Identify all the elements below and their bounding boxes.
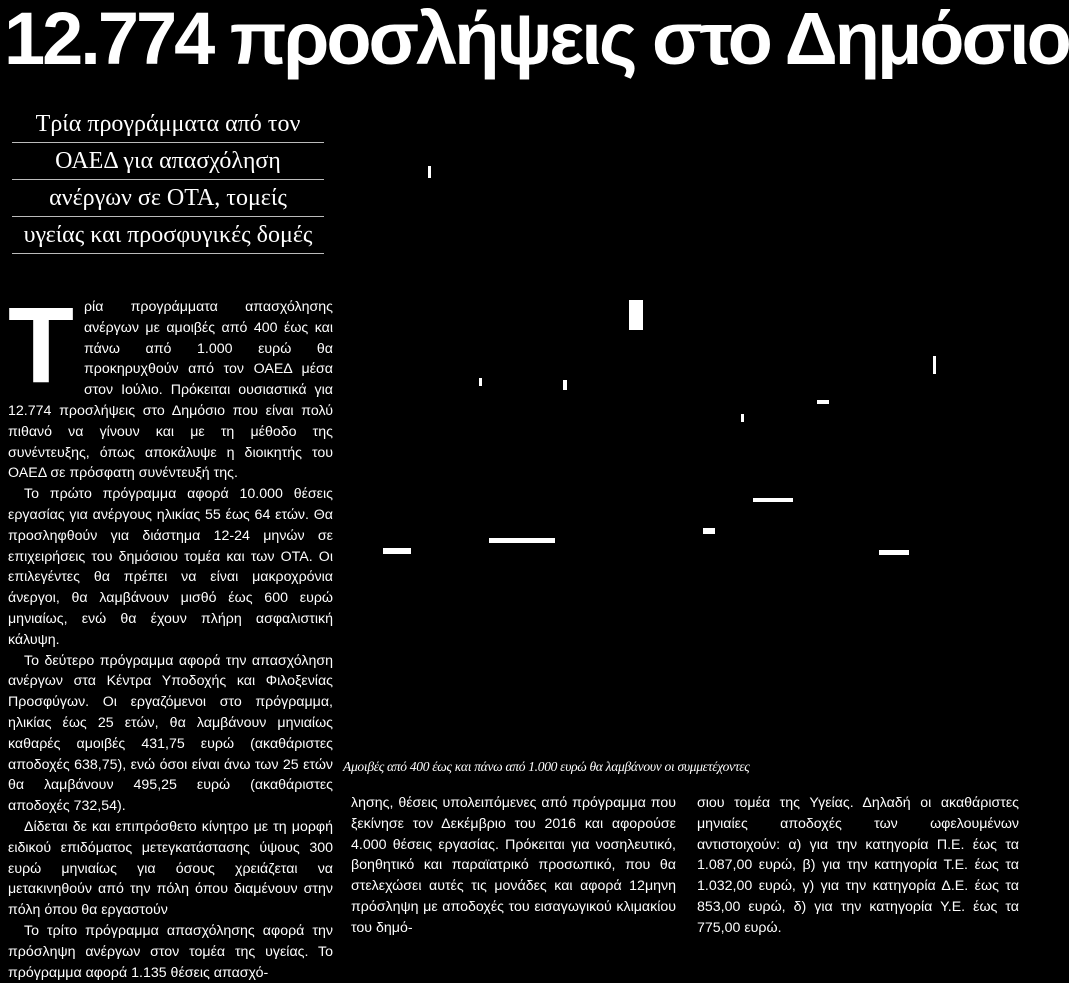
photo-highlight (879, 550, 909, 555)
photo-highlight (753, 498, 793, 502)
article-paragraph-text: ρία προγράμματα απασχόλησης ανέργων με αμοιβές από 400 έως και πάνω από 1.000 ευρώ θα προκηρυχθούν από τον ΟΑΕΔ μέσα στον Ιούλιο. Πρόκειται ουσιαστικά για 12.774 προσλήψεις στο Δημόσιο που είναι πολύ πιθανό να γίνουν και με τη μέθοδο της συνέντευξης, όπως αποκάλυψε η διοικητής του ΟΑΕΔ σε πρόσφατη συνέντευξή της. (8, 299, 333, 482)
article-body-column-2 (351, 793, 676, 939)
photo-caption: Αμοιβές από 400 έως και πάνω από 1.000 ευρώ θα λαμβάνουν οι συμμετέχοντες (343, 759, 750, 774)
article-paragraph: λησης, θέσεις υπολειπόμενες από πρόγραμμα που ξεκίνησε τον Δεκέμβριο του 2016 και αφορούσε 4.000 θέσεις εργασίας. Πρόκειται για νοσηλευτικό, βοηθητικό και παραϊατρικό προσωπικό, που θα στελεχώσει αυτές τις μονάδες και αφορά 12μηνη πρόσληψη με αποδοχές του εισαγωγικού κλιμακίου του δημό- (351, 795, 676, 936)
photo-highlight (479, 378, 482, 386)
subheadline (6, 106, 330, 254)
article-body-column-3 (697, 793, 1019, 939)
article-paragraph (8, 284, 333, 484)
photo-highlight (383, 548, 411, 554)
photo-highlight (741, 414, 744, 422)
article-paragraph: Δίδεται δε και επιπρόσθετο κίνητρο με τη μορφή ειδικού επιδόματος μετεγκατάστασης ύψους 300 ευρώ μηνιαίως για όσους χρειάζεται να μετακινηθούν από την πόλη όπου διαμένουν στην πόλη όπου θα εργαστούν (8, 818, 333, 919)
photo-highlight (563, 380, 567, 390)
article-paragraph: Το πρώτο πρόγραμμα αφορά 10.000 θέσεις εργασίας για ανέργους ηλικίας 55 έως 64 ετών. Θα προσληφθούν για διάστημα 12-24 μηνών σε επιχειρήσεις του δημόσιου τομέα και των ΟΤΑ. Οι επιλεγέντες θα πρέπει να είναι μακροχρόνια άνεργοι, θα λαμβάνουν μισθό έως 600 ευρώ μηνιαίως, ενώ θα έχουν πλήρη ασφαλιστική κάλυψη. (8, 486, 333, 648)
photo-highlight (428, 166, 431, 178)
photo-highlight (817, 400, 829, 404)
subheadline-line: ανέργων σε ΟΤΑ, τομείς (12, 180, 324, 217)
article-photo (343, 88, 1024, 756)
article-paragraph: Το δεύτερο πρόγραμμα αφορά την απασχόληση ανέργων στα Κέντρα Υποδοχής και Φιλοξενίας Προσφύγων. Οι εργαζόμενοι στο πρόγραμμα, ηλικίας έως 25 ετών, θα λαμβάνουν μηνιαίως καθαρές αμοιβές 431,75 ευρώ (ακαθάριστες αποδοχές 638,75), ενώ όσοι είναι άνω των 25 ετών θα λαμβάνουν 495,25 ευρώ (ακαθάριστες αποδοχές 732,54). (8, 652, 333, 815)
drop-cap: Τ (8, 284, 74, 405)
photo-highlight (629, 300, 643, 330)
subheadline-line: υγείας και προσφυγικές δομές (12, 217, 324, 254)
headline: 12.774 προσλήψεις στο Δημόσιο (4, 0, 1069, 80)
photo-highlight (703, 528, 715, 534)
article-paragraph: σιου τομέα της Υγείας. Δηλαδή οι ακαθάριστες μηνιαίες αποδοχές των ωφελουμένων αντιστοιχούν: α) για την κατηγορία Π.Ε. έως τα 1.087,00 ευρώ, β) για την κατηγορία Τ.Ε. έως τα 1.032,00 ευρώ, γ) για την κατηγορία Δ.Ε. έως τα 853,00 ευρώ, δ) για την κατηγορία Υ.Ε. έως τα 775,00 ευρώ. (697, 795, 1019, 936)
photo-highlight (489, 538, 555, 543)
article-body-column-1 (8, 284, 333, 983)
article-paragraph: Το τρίτο πρόγραμμα απασχόλησης αφορά την πρόσληψη ανέργων στον τομέα της υγείας. Το πρόγραμμα αφορά 1.135 θέσεις απασχό- (8, 922, 333, 981)
subheadline-line: Τρία προγράμματα από τον (12, 106, 324, 143)
photo-highlight (933, 356, 936, 374)
subheadline-line: ΟΑΕΔ για απασχόληση (12, 143, 324, 180)
